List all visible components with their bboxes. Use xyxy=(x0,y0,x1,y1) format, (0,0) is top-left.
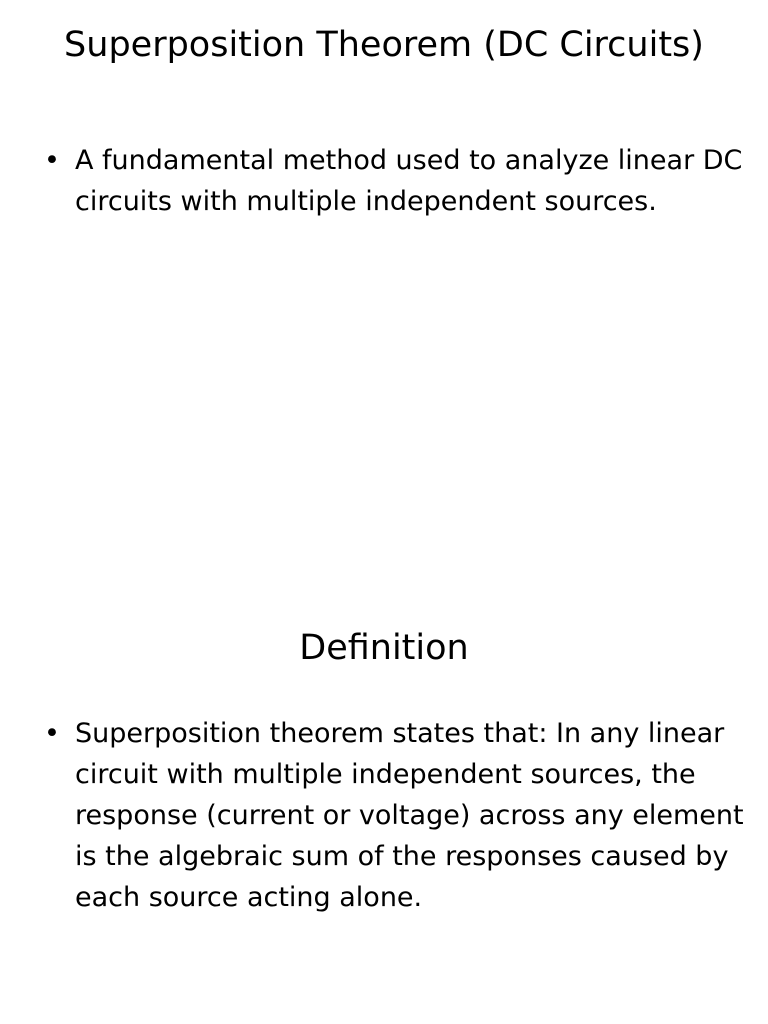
slide-2 xyxy=(0,512,768,1024)
bullet-list xyxy=(44,140,744,222)
slide-title: Superposition Theorem (DC Circuits) xyxy=(64,25,704,65)
bullet-text: Superposition theorem states that: In any linear circuit with multiple independent sources, the response (current or voltage) across any element is the algebraic sum of the responses caused by each source acting alone. xyxy=(75,718,744,913)
bullet-list xyxy=(44,713,744,918)
bullet-text: A fundamental method used to analyze linear DC circuits with multiple independent sources. xyxy=(75,145,743,217)
slide-title: Definition xyxy=(299,628,469,668)
bullet-icon: • xyxy=(44,145,60,176)
bullet-icon: • xyxy=(44,718,60,749)
bullet-item xyxy=(44,713,744,918)
bullet-item xyxy=(44,140,744,222)
